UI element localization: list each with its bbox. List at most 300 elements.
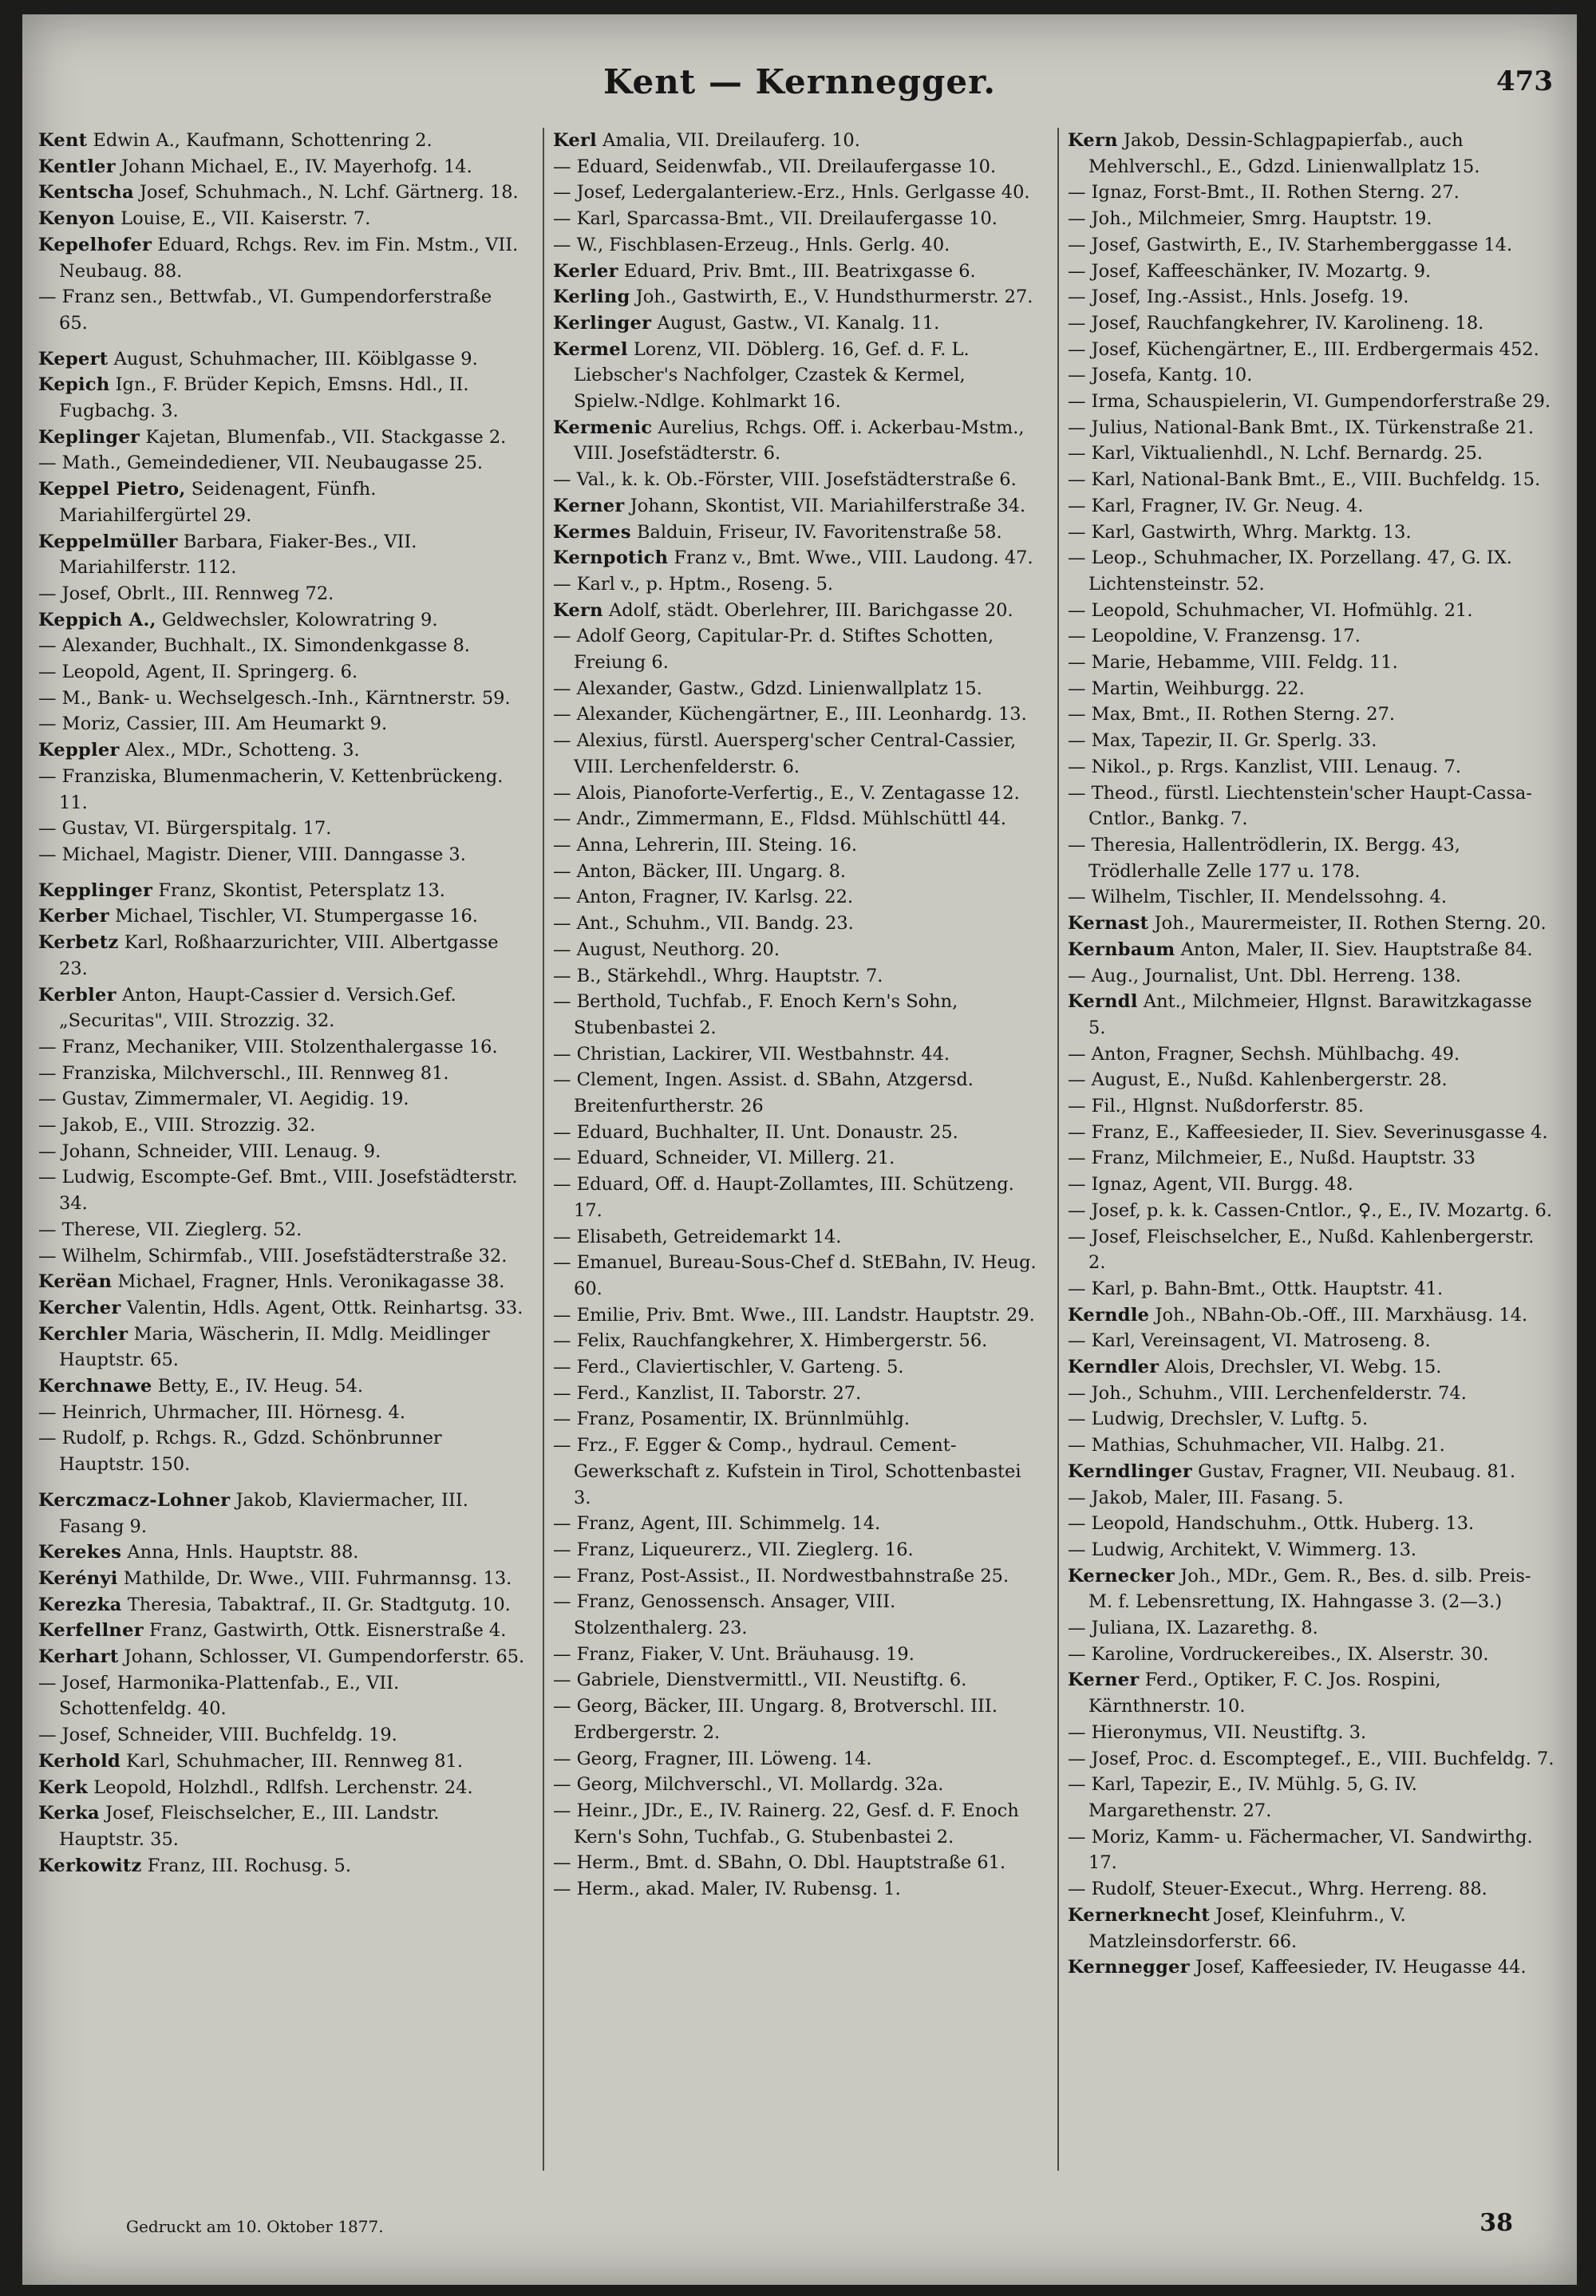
- entry-details: Karl, Roßhaarzurichter, VIII. Albertgasse 23.: [59, 932, 499, 979]
- directory-entry: [38, 686, 525, 712]
- directory-entry: [38, 206, 525, 232]
- directory-entry: [1068, 1615, 1555, 1642]
- entry-details: — Irma, Schauspielerin, VI. Gumpendorferstraße 29.: [1068, 391, 1551, 413]
- directory-entry: [1068, 389, 1555, 415]
- page-number: 473: [1496, 65, 1553, 97]
- entry-details: — Julius, National-Bank Bmt., IX. Türkenstraße 21.: [1068, 417, 1535, 438]
- directory-entry: [38, 711, 525, 737]
- directory-entry: [1068, 441, 1555, 467]
- entry-details: — Josef, Küchengärtner, E., III. Erdbergermais 452.: [1068, 338, 1539, 360]
- entry-surname: Kentler: [38, 156, 116, 177]
- entry-details: — Ludwig, Drechsler, V. Luftg. 5.: [1068, 1409, 1369, 1430]
- directory-columns: [38, 128, 1555, 2171]
- entry-details: Jakob, Dessin-Schlagpapierfab., auch Mehlverschl., E., Gdzd. Linienwallplatz 15.: [1088, 130, 1480, 177]
- entry-surname: Kercher: [38, 1297, 121, 1318]
- entry-surname: Kermel: [553, 338, 628, 360]
- entry-details: — Josef, p. k. k. Cassen-Cntlor., ♀., E., IV. Mozartg. 6.: [1068, 1199, 1552, 1221]
- entry-details: — Max, Tapezir, II. Gr. Sperlg. 33.: [1068, 730, 1377, 752]
- entry-details: — Christian, Lackirer, VII. Westbahnstr. 44.: [553, 1043, 950, 1065]
- entry-details: Louise, E., VII. Kaiserstr. 7.: [120, 208, 371, 230]
- directory-entry: [1068, 911, 1555, 937]
- directory-entry: [553, 701, 1040, 728]
- entry-details: — Michael, Magistr. Diener, VIII. Danngasse 3.: [38, 844, 466, 865]
- entry-details: — Frz., F. Egger & Comp., hydraul. Cement-Gewerkschaft z. Kufstein in Tirol, Schottenbastei 3.: [553, 1435, 1021, 1508]
- directory-entry: [1068, 284, 1555, 310]
- entry-details: — Anna, Lehrerin, III. Steing. 16.: [553, 834, 858, 856]
- directory-entry: [1068, 728, 1555, 754]
- entry-details: Eduard, Rchgs. Rev. im Fin. Mstm., VII. Neubaug. 88.: [59, 234, 519, 282]
- directory-entry: [553, 963, 1040, 990]
- entry-details: — Josef, Rauchfangkehrer, IV. Karolineng. 18.: [1068, 312, 1484, 334]
- directory-entry: [1068, 337, 1555, 363]
- entry-details: — Ludwig, Architekt, V. Wimmerg. 13.: [1068, 1539, 1417, 1560]
- entry-details: Valentin, Hdls. Agent, Ottk. Reinhartsg. 33.: [126, 1297, 523, 1318]
- entry-surname: Kerner: [1068, 1670, 1140, 1691]
- column-divider: [1057, 128, 1059, 2171]
- directory-entry: [1068, 180, 1555, 206]
- directory-entry: [1068, 1667, 1555, 1719]
- directory-entry: [553, 1328, 1040, 1354]
- entry-details: — Ant., Schuhm., VII. Bandg. 23.: [553, 913, 854, 935]
- entry-details: — Joh., Milchmeier, Smrg. Hauptstr. 19.: [1068, 208, 1432, 230]
- entry-details: — Adolf Georg, Capitular-Pr. d. Stiftes Schotten, Freiung 6.: [553, 626, 994, 674]
- page-footer: [22, 2209, 1577, 2257]
- entry-details: — Franz, Agent, III. Schimmelg. 14.: [553, 1513, 881, 1535]
- directory-entry: [1068, 1328, 1555, 1354]
- directory-entry: [1068, 1954, 1555, 1981]
- entry-details: — Heinrich, Uhrmacher, III. Hörnesg. 4.: [38, 1401, 405, 1423]
- directory-entry: [1068, 701, 1555, 728]
- entry-details: Johann, Skontist, VII. Mariahilferstraße 34.: [630, 495, 1026, 516]
- entry-details: — Leopoldine, V. Franzensg. 17.: [1068, 626, 1361, 647]
- entry-details: — Theod., fürstl. Liechtenstein'scher Haupt-Cassa-Cntlor., Bankg. 7.: [1068, 782, 1532, 830]
- entry-details: — Martin, Weihburgg. 22.: [1068, 678, 1305, 699]
- entry-details: — Eduard, Schneider, VI. Millerg. 21.: [553, 1148, 895, 1169]
- directory-entry: [553, 1067, 1040, 1119]
- entry-details: Aurelius, Rchgs. Off. i. Ackerbau-Mstm., VIII. Josefstädterstr. 6.: [574, 417, 1025, 464]
- directory-entry: [38, 633, 525, 659]
- entry-surname: Kepelhofer: [38, 234, 152, 255]
- entry-details: — Franz, Genossensch. Ansager, VIII. Stolzenthalerg. 23.: [553, 1591, 896, 1639]
- entry-details: Joh., Gastwirth, E., V. Hundsthurmerstr. 27.: [635, 287, 1033, 308]
- directory-entry: [1068, 1746, 1555, 1772]
- entry-details: — Clement, Ingen. Assist. d. SBahn, Atzgersd. Breitenfurtherstr. 26: [553, 1069, 974, 1117]
- entry-details: — Moriz, Cassier, III. Am Heumarkt 9.: [38, 713, 388, 735]
- directory-entry: [1068, 1537, 1555, 1563]
- signature-mark: 38: [1479, 2209, 1513, 2237]
- entry-details: Johann, Schlosser, VI. Gumpendorferstr. 65.: [124, 1646, 525, 1668]
- directory-entry: [1068, 623, 1555, 650]
- entry-details: Adolf, städt. Oberlehrer, III. Barichgasse 20.: [608, 599, 1013, 621]
- entry-details: Anton, Maler, II. Siev. Hauptstraße 84.: [1180, 939, 1533, 960]
- directory-entry: [38, 1061, 525, 1087]
- entry-surname: Kerler: [553, 260, 618, 282]
- directory-entry: [1068, 1302, 1555, 1329]
- directory-entry: [1068, 1824, 1555, 1876]
- entry-details: — Georg, Milchverschl., VI. Mollardg. 32a.: [553, 1774, 944, 1796]
- entry-details: Kajetan, Blumenfab., VII. Stackgasse 2.: [145, 426, 507, 448]
- entry-details: — Eduard, Buchhalter, II. Unt. Donaustr. 25.: [553, 1121, 958, 1143]
- entry-details: — Mathias, Schuhmacher, VII. Halbg. 21.: [1068, 1435, 1445, 1456]
- entry-details: — M., Bank- u. Wechselgesch.-Inh., Kärntnerstr. 59.: [38, 687, 511, 709]
- directory-entry: [1068, 1485, 1555, 1512]
- directory-entry: [1068, 989, 1555, 1041]
- entry-details: — Georg, Bäcker, III. Ungarg. 8, Brotverschl. III. Erdbergerstr. 2.: [553, 1696, 998, 1743]
- entry-details: — Josef, Gastwirth, E., IV. Starhemberggasse 14.: [1068, 234, 1513, 255]
- directory-entry: [1068, 754, 1555, 780]
- entry-details: — Math., Gemeindediener, VII. Neubaugasse 25.: [38, 452, 484, 474]
- entry-surname: Kerndle: [1068, 1304, 1150, 1326]
- directory-entry: [38, 1373, 525, 1400]
- directory-entry: [38, 154, 525, 180]
- directory-entry: [1068, 1876, 1555, 1903]
- directory-entry: [553, 493, 1040, 520]
- directory-entry: [1068, 1120, 1555, 1146]
- entry-details: Franz v., Bmt. Wwe., VIII. Laudong. 47.: [674, 547, 1033, 569]
- directory-entry: [1068, 1067, 1555, 1093]
- page-title: Kent — Kernnegger.: [602, 62, 997, 101]
- print-date-note: Gedruckt am 10. Oktober 1877.: [126, 2217, 384, 2236]
- directory-entry: [553, 284, 1040, 310]
- entry-surname: Kernnegger: [1068, 1957, 1190, 1978]
- directory-entry: [38, 1853, 525, 1879]
- directory-entry: [38, 903, 525, 930]
- entry-details: — Rudolf, Steuer-Execut., Whrg. Herreng. 88.: [1068, 1879, 1487, 1900]
- entry-details: Ant., Milchmeier, Hlgnst. Barawitzkagasse 5.: [1088, 991, 1532, 1038]
- entry-details: — Felix, Rauchfangkehrer, X. Himbergerstr. 56.: [553, 1330, 988, 1352]
- directory-entry: [553, 1433, 1040, 1511]
- entry-details: — Anton, Fragner, IV. Karlsg. 22.: [553, 887, 854, 908]
- entry-details: — Herm., Bmt. d. SBahn, O. Dbl. Hauptstraße 61.: [553, 1852, 1006, 1874]
- directory-entry: [553, 1876, 1040, 1903]
- entry-details: Amalia, VII. Dreilauferg. 10.: [602, 130, 860, 151]
- directory-entry: [1068, 963, 1555, 990]
- entry-details: — Josef, Fleischselcher, E., Nußd. Kahlenbergerstr. 2.: [1068, 1226, 1535, 1274]
- entry-details: — Theresia, Hallentrödlerin, IX. Bergg. 43, Trödlerhalle Zelle 177 u. 178.: [1068, 834, 1460, 882]
- directory-entry: [38, 878, 525, 904]
- entry-details: — Franz, Fiaker, V. Unt. Bräuhausg. 19.: [553, 1643, 915, 1665]
- entry-details: Michael, Tischler, VI. Stumpergasse 16.: [115, 906, 478, 927]
- directory-entry: [1068, 884, 1555, 911]
- directory-entry: [553, 1302, 1040, 1329]
- directory-entry: [553, 1120, 1040, 1146]
- directory-entry: [38, 1670, 525, 1722]
- directory-entry: [1068, 1224, 1555, 1276]
- entry-details: Joh., MDr., Gem. R., Bes. d. silb. Preis-M. f. Lebensrettung, IX. Hahngasse 3. (2—3.): [1088, 1565, 1531, 1613]
- directory-entry: [553, 1563, 1040, 1590]
- entry-details: August, Gastw., VI. Kanalg. 11.: [657, 312, 940, 334]
- entry-surname: Kerner: [553, 495, 625, 516]
- directory-entry: [38, 1400, 525, 1426]
- entry-details: — Alexander, Buchhalt., IX. Simondenkgasse 8.: [38, 635, 470, 657]
- entry-surname: Kentscha: [38, 182, 134, 204]
- entry-surname: Kerl: [553, 130, 597, 151]
- entry-details: — Karl, Fragner, IV. Gr. Neug. 4.: [1068, 495, 1364, 516]
- directory-entry: [553, 1537, 1040, 1563]
- directory-entry: [38, 1749, 525, 1775]
- directory-entry: [1068, 1511, 1555, 1537]
- entry-surname: Kerëan: [38, 1271, 113, 1293]
- entry-details: — Franz, Liqueurerz., VII. Zieglerg. 16.: [553, 1539, 914, 1560]
- directory-page: [22, 14, 1577, 2285]
- directory-entry: [553, 259, 1040, 285]
- entry-details: — Heinr., JDr., E., IV. Rainerg. 22, Gesf. d. F. Enoch Kern's Sohn, Tuchfab., G. Stubenbastei 2.: [553, 1800, 1019, 1847]
- entry-surname: Kerndler: [1068, 1357, 1159, 1378]
- entry-surname: Kerbetz: [38, 932, 119, 954]
- directory-entry: [38, 1566, 525, 1592]
- entry-details: Alex., MDr., Schotteng. 3.: [124, 740, 360, 761]
- directory-entry: [38, 1592, 525, 1618]
- entry-details: Maria, Wäscherin, II. Mdlg. Meidlinger Hauptstr. 65.: [59, 1323, 490, 1371]
- directory-entry: [38, 1322, 525, 1373]
- entry-details: — B., Stärkehdl., Whrg. Hauptstr. 7.: [553, 965, 883, 986]
- directory-entry: [1068, 598, 1555, 624]
- entry-surname: Kernpotich: [553, 547, 669, 569]
- directory-entry: [553, 545, 1040, 571]
- entry-details: — Wilhelm, Schirmfab., VIII. Josefstädterstraße 32.: [38, 1245, 508, 1267]
- directory-entry: [1068, 493, 1555, 520]
- entry-details: Gustav, Fragner, VII. Neubaug. 81.: [1198, 1460, 1516, 1482]
- directory-entry: [38, 372, 525, 424]
- entry-surname: Kerkowitz: [38, 1855, 142, 1876]
- entry-details: Geldwechsler, Kolowratring 9.: [161, 609, 438, 630]
- entry-details: Jakob, Klaviermacher, III. Fasang 9.: [59, 1489, 468, 1537]
- entry-details: — Franz, Post-Assist., II. Nordwestbahnstraße 25.: [553, 1565, 1009, 1587]
- directory-entry: [553, 1642, 1040, 1668]
- directory-entry: [38, 607, 525, 634]
- directory-entry: [1068, 650, 1555, 676]
- entry-details: — Max, Bmt., II. Rothen Sterng. 27.: [1068, 704, 1396, 725]
- directory-entry: [1068, 1642, 1555, 1668]
- directory-entry: [553, 1772, 1040, 1798]
- entry-surname: Kernbaum: [1068, 939, 1175, 960]
- entry-details: Eduard, Priv. Bmt., III. Beatrixgasse 6.: [623, 260, 976, 282]
- entry-details: — Karl, Gastwirth, Whrg. Marktg. 13.: [1068, 521, 1412, 543]
- directory-entry: [553, 1381, 1040, 1407]
- entry-details: — Eduard, Off. d. Haupt-Zollamtes, III. Schützeng. 17.: [553, 1174, 1014, 1221]
- directory-entry: [553, 884, 1040, 911]
- directory-entry: [38, 1164, 525, 1216]
- page-header: [22, 62, 1577, 118]
- directory-entry: [1068, 1172, 1555, 1198]
- directory-entry: [1068, 1381, 1555, 1407]
- directory-entry: [38, 1775, 525, 1801]
- entry-details: — Alexius, fürstl. Auersperg'scher Central-Cassier, VIII. Lerchenfelderstr. 6.: [553, 730, 1017, 777]
- directory-entry: [1068, 232, 1555, 259]
- directory-entry: [1068, 520, 1555, 546]
- entry-surname: Kerndlinger: [1068, 1460, 1192, 1482]
- entry-details: — Gabriele, Dienstvermittl., VII. Neustiftg. 6.: [553, 1670, 967, 1691]
- entry-details: — Leopold, Handschuhm., Ottk. Huberg. 13.: [1068, 1513, 1475, 1535]
- entry-details: — Jakob, Maler, III. Fasang. 5.: [1068, 1487, 1344, 1508]
- entry-details: Anna, Hnls. Hauptstr. 88.: [127, 1542, 359, 1563]
- directory-entry: [38, 529, 525, 581]
- entry-details: — Johann, Schneider, VIII. Lenaug. 9.: [38, 1140, 381, 1162]
- directory-entry: [553, 1224, 1040, 1251]
- entry-details: — Josef, Obrlt., III. Rennweg 72.: [38, 583, 334, 604]
- entry-details: — Therese, VII. Zieglerg. 52.: [38, 1219, 302, 1240]
- entry-details: Josef, Schuhmach., N. Lchf. Gärtnerg. 18.: [140, 182, 519, 204]
- entry-details: — Juliana, IX. Lazarethg. 8.: [1068, 1618, 1318, 1639]
- entry-surname: Kernast: [1068, 913, 1149, 935]
- directory-entry: [553, 1589, 1040, 1641]
- directory-entry: [38, 1800, 525, 1852]
- directory-entry: [553, 1354, 1040, 1381]
- entry-details: — Josef, Proc. d. Escomptegef., E., VIII. Buchfeldg. 7.: [1068, 1748, 1555, 1769]
- entry-details: — Leopold, Schuhmacher, VI. Hofmühlg. 21.: [1068, 599, 1473, 621]
- entry-details: — Andr., Zimmermann, E., Fldsd. Mühlschüttl 44.: [553, 808, 1007, 830]
- entry-surname: Kerlinger: [553, 312, 652, 334]
- entry-surname: Kerhold: [38, 1750, 120, 1772]
- directory-entry: [38, 581, 525, 607]
- entry-details: — Karl, Vereinsagent, VI. Matroseng. 8.: [1068, 1330, 1431, 1352]
- entry-details: Leopold, Holzhdl., Rdlfsh. Lerchenstr. 24.: [93, 1776, 473, 1798]
- entry-details: — Alois, Pianoforte-Verfertig., E., V. Zentagasse 12.: [553, 782, 1020, 804]
- entry-details: — Karl, Viktualienhdl., N. Lchf. Bernardg. 25.: [1068, 443, 1483, 464]
- directory-entry: [1068, 937, 1555, 963]
- entry-details: Alois, Drechsler, VI. Webg. 15.: [1164, 1357, 1442, 1378]
- directory-entry: [1068, 467, 1555, 493]
- directory-entry: [38, 232, 525, 284]
- entry-details: — Ferd., Kanzlist, II. Taborstr. 27.: [553, 1382, 862, 1404]
- entry-details: Lorenz, VII. Döblerg. 16, Gef. d. F. L. Liebscher's Nachfolger, Czastek & Kermel, Spielw.-Ndlge. Kohlmarkt 16.: [574, 338, 970, 413]
- directory-entry: [38, 1722, 525, 1749]
- entry-surname: Kepich: [38, 374, 110, 396]
- entry-details: — Joh., Schuhm., VIII. Lerchenfelderstr. 74.: [1068, 1382, 1467, 1404]
- entry-details: — Ignaz, Agent, VII. Burgg. 48.: [1068, 1174, 1353, 1195]
- entry-details: Edwin A., Kaufmann, Schottenring 2.: [93, 130, 433, 151]
- entry-details: — Franz, Mechaniker, VIII. Stolzenthalergasse 16.: [38, 1036, 498, 1057]
- entry-surname: Kerczmacz-Lohner: [38, 1489, 231, 1511]
- entry-surname: Kepert: [38, 348, 109, 369]
- directory-entry: [553, 310, 1040, 337]
- directory-entry: [38, 659, 525, 686]
- entry-details: — Jakob, E., VIII. Strozzig. 32.: [38, 1115, 316, 1136]
- entry-details: — Emilie, Priv. Bmt. Wwe., III. Landstr. Hauptstr. 29.: [553, 1304, 1035, 1326]
- directory-entry: [1068, 780, 1555, 832]
- entry-details: — Wilhelm, Tischler, II. Mendelssohng. 4.: [1068, 887, 1447, 908]
- entry-details: — Berthold, Tuchfab., F. Enoch Kern's Sohn, Stubenbastei 2.: [553, 991, 958, 1038]
- entry-details: — August, E., Nußd. Kahlenbergerstr. 28.: [1068, 1069, 1448, 1091]
- directory-entry: [553, 676, 1040, 702]
- entry-surname: Kern: [1068, 130, 1118, 151]
- directory-entry: [1068, 1406, 1555, 1433]
- entry-details: — Karl, Sparcassa-Bmt., VII. Dreilaufergasse 10.: [553, 208, 998, 230]
- directory-entry: [38, 128, 525, 154]
- entry-surname: Kermes: [553, 521, 631, 543]
- entry-details: — Franz, E., Kaffeesieder, II. Siev. Severinusgasse 4.: [1068, 1121, 1548, 1143]
- entry-details: Franz, Gastwirth, Ottk. Eisnerstraße 4.: [149, 1620, 507, 1642]
- entry-details: Ign., F. Brüder Kepich, Emsns. Hdl., II. Fugbachg. 3.: [59, 374, 469, 422]
- entry-details: — Ludwig, Escompte-Gef. Bmt., VIII. Josefstädterstr. 34.: [38, 1167, 518, 1215]
- directory-entry: [1068, 1198, 1555, 1224]
- directory-entry: [1068, 362, 1555, 389]
- directory-entry: [1068, 1354, 1555, 1381]
- directory-entry: [553, 415, 1040, 467]
- entry-details: Ferd., Optiker, F. C. Jos. Rospini, Kärnthnerstr. 10.: [1088, 1670, 1441, 1717]
- entry-details: Anton, Haupt-Cassier d. Versich.Gef. „Securitas", VIII. Strozzig. 32.: [59, 984, 456, 1032]
- entry-details: — Hieronymus, VII. Neustiftg. 3.: [1068, 1721, 1367, 1743]
- directory-entry: [553, 728, 1040, 780]
- entry-details: — Franziska, Milchverschl., III. Rennweg 81.: [38, 1062, 449, 1084]
- directory-entry: [553, 780, 1040, 807]
- directory-entry: [553, 937, 1040, 963]
- directory-entry: [553, 832, 1040, 859]
- directory-entry: [553, 1041, 1040, 1068]
- directory-entry: [553, 1406, 1040, 1433]
- directory-entry: [553, 1511, 1040, 1537]
- entry-details: — Emanuel, Bureau-Sous-Chef d. StEBahn, IV. Heug. 60.: [553, 1252, 1037, 1299]
- directory-entry: [553, 206, 1040, 232]
- entry-details: — Nikol., p. Rrgs. Kanzlist, VIII. Lenaug. 7.: [1068, 756, 1461, 777]
- entry-surname: Kerhart: [38, 1646, 119, 1668]
- entry-surname: Keplinger: [38, 426, 140, 448]
- directory-entry: [553, 337, 1040, 415]
- entry-surname: Keppel Pietro,: [38, 479, 186, 500]
- directory-entry: [38, 1243, 525, 1270]
- entry-surname: Kepplinger: [38, 879, 153, 901]
- directory-entry: [553, 1850, 1040, 1876]
- directory-entry: [553, 598, 1040, 624]
- entry-details: — Elisabeth, Getreidemarkt 14.: [553, 1226, 842, 1247]
- directory-entry: [38, 1618, 525, 1644]
- directory-entry: [38, 1217, 525, 1243]
- entry-details: — Anton, Fragner, Sechsh. Mühlbachg. 49.: [1068, 1043, 1460, 1065]
- column-3: [1068, 128, 1555, 2171]
- directory-entry: [38, 1539, 525, 1566]
- entry-surname: Kerchnawe: [38, 1376, 152, 1397]
- directory-entry: [553, 806, 1040, 832]
- entry-details: August, Schuhmacher, III. Köiblgasse 9.: [113, 348, 478, 369]
- entry-details: — Franz, Milchmeier, E., Nußd. Hauptstr. 33: [1068, 1148, 1476, 1169]
- entry-surname: Kerka: [38, 1803, 100, 1824]
- entry-details: Karl, Schuhmacher, III. Rennweg 81.: [126, 1750, 463, 1772]
- entry-surname: Kerekes: [38, 1542, 122, 1563]
- directory-entry: [1068, 1041, 1555, 1068]
- directory-entry: [1068, 1433, 1555, 1459]
- entry-details: Josef, Kleinfuhrm., V. Matzleinsdorferstr. 66.: [1088, 1904, 1406, 1952]
- directory-entry: [38, 1295, 525, 1322]
- entry-details: — Karl v., p. Hptm., Roseng. 5.: [553, 573, 834, 595]
- directory-entry: [38, 842, 525, 868]
- directory-entry: [1068, 206, 1555, 232]
- directory-entry: [38, 1644, 525, 1670]
- entry-surname: Kerchler: [38, 1323, 128, 1345]
- entry-details: — Anton, Bäcker, III. Ungarg. 8.: [553, 860, 847, 882]
- directory-entry: [1068, 1459, 1555, 1485]
- entry-surname: Kerndl: [1068, 991, 1138, 1013]
- directory-entry: [553, 232, 1040, 259]
- entry-details: — Leop., Schuhmacher, IX. Porzellang. 47, G. IX. Lichtensteinstr. 52.: [1068, 547, 1512, 595]
- entry-details: — Rudolf, p. Rchgs. R., Gdzd. Schönbrunner Hauptstr. 150.: [38, 1428, 442, 1476]
- directory-entry: [38, 180, 525, 206]
- directory-entry: [1068, 1276, 1555, 1302]
- directory-entry: [1068, 1772, 1555, 1824]
- directory-entry: [553, 1746, 1040, 1772]
- entry-details: — Gustav, Zimmermaler, VI. Aegidig. 19.: [38, 1089, 409, 1110]
- directory-entry: [38, 425, 525, 451]
- entry-details: Seidenagent, Fünfh. Mariahilfergürtel 29.: [59, 479, 377, 526]
- directory-entry: [1068, 676, 1555, 702]
- directory-entry: [553, 911, 1040, 937]
- entry-surname: Kerber: [38, 906, 109, 927]
- directory-entry: [1068, 1720, 1555, 1746]
- directory-entry: [38, 1269, 525, 1295]
- entry-details: — Josefa, Kantg. 10.: [1068, 365, 1253, 386]
- entry-details: — Georg, Fragner, III. Löweng. 14.: [553, 1748, 872, 1769]
- entry-details: — Eduard, Seidenwfab., VII. Dreilaufergasse 10.: [553, 156, 997, 177]
- entry-surname: Kerfellner: [38, 1620, 144, 1642]
